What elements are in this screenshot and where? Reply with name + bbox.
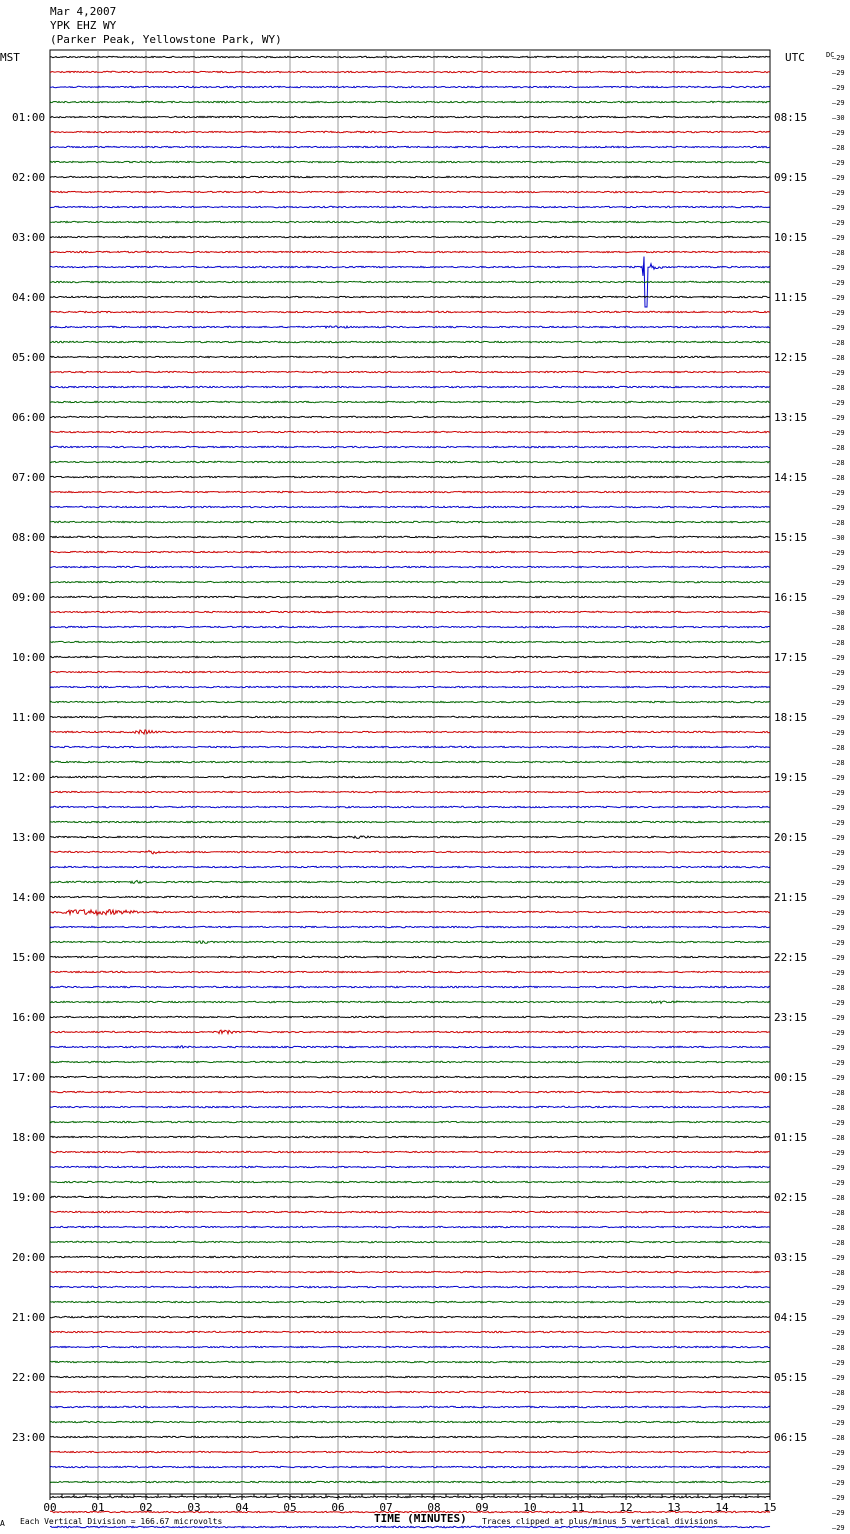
trace-row-35 — [50, 581, 770, 582]
mst-hour-label: 14:00 — [12, 891, 46, 904]
dc-offset-label: –30 — [832, 114, 845, 122]
trace-row-56 — [50, 896, 770, 897]
dc-offset-label: –29 — [832, 579, 845, 587]
mst-hour-label: 17:00 — [12, 1071, 46, 1084]
mst-hour-label: 03:00 — [12, 231, 46, 244]
utc-hour-label: 03:15 — [774, 1251, 808, 1264]
x-tick-label: 02 — [139, 1501, 153, 1514]
utc-hour-label: 15:15 — [774, 531, 808, 544]
dc-offset-label: –29 — [832, 294, 845, 302]
dc-offset-label: –29 — [832, 324, 845, 332]
dc-offset-label: –29 — [832, 999, 845, 1007]
trace-row-95 — [50, 1481, 770, 1482]
trace-row-36 — [50, 596, 770, 597]
dc-offset-label: –28 — [832, 1269, 845, 1277]
dc-offset-label: –28 — [832, 1344, 845, 1352]
trace-row-22 — [50, 386, 770, 387]
dc-offset-label: –29 — [832, 939, 845, 947]
utc-hour-label: 08:15 — [774, 111, 808, 124]
dc-offset-label: –29 — [832, 699, 845, 707]
trace-row-74 — [50, 1166, 770, 1167]
x-tick-label: 11 — [571, 1501, 585, 1514]
trace-row-8 — [50, 176, 770, 177]
trace-row-64 — [50, 1016, 770, 1017]
x-tick-label: 05 — [283, 1501, 297, 1514]
dc-offset-label: –29 — [832, 504, 845, 512]
utc-hour-label: 10:15 — [774, 231, 808, 244]
utc-hour-label: 01:15 — [774, 1131, 808, 1144]
utc-hour-label: 13:15 — [774, 411, 808, 424]
dc-offset-label: –29 — [832, 1029, 845, 1037]
x-tick-label: 14 — [715, 1501, 729, 1514]
x-tick-label: 07 — [379, 1501, 393, 1514]
dc-offset-label: –29 — [832, 1314, 845, 1322]
utc-hour-label: 14:15 — [774, 471, 808, 484]
dc-offset-label: –29 — [832, 924, 845, 932]
trace-row-39 — [50, 641, 770, 642]
dc-offset-label: –29 — [832, 414, 845, 422]
trace-row-76 — [50, 1196, 770, 1197]
x-tick-label: 08 — [427, 1501, 441, 1514]
dc-offset-label: –29 — [832, 84, 845, 92]
dc-offset-label: –29 — [832, 549, 845, 557]
dc-offset-label: –28 — [832, 1239, 845, 1247]
trace-row-59 — [50, 941, 770, 944]
utc-hour-label: 21:15 — [774, 891, 808, 904]
trace-row-71 — [50, 1121, 770, 1122]
utc-hour-label: 16:15 — [774, 591, 808, 604]
trace-row-83 — [50, 1301, 770, 1302]
dc-offset-label: –29 — [832, 54, 845, 62]
x-tick-label: 12 — [619, 1501, 633, 1514]
dc-offset-label: –28 — [832, 339, 845, 347]
dc-offset-label: –28 — [832, 744, 845, 752]
mst-hour-label: 11:00 — [12, 711, 46, 724]
mst-hour-label: 02:00 — [12, 171, 46, 184]
trace-row-84 — [50, 1316, 770, 1317]
trace-row-29 — [50, 491, 770, 492]
trace-row-91 — [50, 1421, 770, 1422]
x-tick-label: 10 — [523, 1501, 537, 1514]
mst-hour-label: 10:00 — [12, 651, 46, 664]
trace-row-77 — [50, 1211, 770, 1212]
x-tick-label: 09 — [475, 1501, 489, 1514]
trace-row-94 — [50, 1466, 770, 1467]
trace-row-41 — [50, 671, 770, 672]
dc-offset-label: –29 — [832, 489, 845, 497]
dc-offset-label: –28 — [832, 459, 845, 467]
trace-row-90 — [50, 1406, 770, 1407]
mst-hour-label: 06:00 — [12, 411, 46, 424]
dc-offset-label: –28 — [832, 1209, 845, 1217]
trace-row-20 — [50, 356, 770, 357]
mst-hour-label: 20:00 — [12, 1251, 46, 1264]
trace-row-67 — [50, 1061, 770, 1062]
mst-hour-label: 01:00 — [12, 111, 46, 124]
dc-offset-label: –29 — [832, 879, 845, 887]
trace-row-7 — [50, 161, 770, 162]
utc-hour-label: 05:15 — [774, 1371, 808, 1384]
x-axis-label: TIME (MINUTES) — [374, 1512, 467, 1525]
dc-offset-label: –29 — [832, 564, 845, 572]
trace-row-48 — [50, 776, 770, 777]
trace-row-89 — [50, 1391, 770, 1392]
dc-offset-label: –29 — [832, 1494, 845, 1502]
trace-row-79 — [50, 1241, 770, 1242]
station-id: YPK EHZ WY — [50, 19, 117, 32]
utc-hour-label: 09:15 — [774, 171, 808, 184]
dc-offset-label: –28 — [832, 144, 845, 152]
trace-row-73 — [50, 1151, 770, 1152]
mst-hour-label: 12:00 — [12, 771, 46, 784]
trace-row-17 — [50, 311, 770, 312]
dc-offset-label: –29 — [832, 954, 845, 962]
station-date: Mar 4,2007 — [50, 5, 117, 18]
trace-row-16 — [50, 296, 770, 297]
dc-offset-label: –29 — [832, 1374, 845, 1382]
x-tick-label: 13 — [667, 1501, 681, 1514]
dc-offset-label: –28 — [832, 354, 845, 362]
dc-offset-label: –28 — [832, 1434, 845, 1442]
dc-offset-label: –29 — [832, 819, 845, 827]
dc-offset-label: –29 — [832, 1449, 845, 1457]
dc-offset-label: –29 — [832, 654, 845, 662]
trace-row-68 — [50, 1076, 770, 1077]
mst-hour-label: 22:00 — [12, 1371, 46, 1384]
trace-row-60 — [50, 956, 770, 957]
trace-row-4 — [50, 116, 770, 117]
trace-row-19 — [50, 341, 770, 342]
dc-offset-label: –28 — [832, 1194, 845, 1202]
utc-hour-label: 20:15 — [774, 831, 808, 844]
dc-offset-label: –28 — [832, 1134, 845, 1142]
dc-offset-label: –29 — [832, 189, 845, 197]
trace-row-50 — [50, 806, 770, 807]
trace-row-1 — [50, 71, 770, 72]
trace-row-9 — [50, 191, 770, 192]
dc-offset-label: –28 — [832, 384, 845, 392]
dc-offset-label: –29 — [832, 264, 845, 272]
trace-row-70 — [50, 1106, 770, 1107]
trace-row-12 — [50, 236, 770, 237]
dc-offset-label: –28 — [832, 519, 845, 527]
dc-offset-label: –29 — [832, 1179, 845, 1187]
trace-row-11 — [50, 221, 770, 222]
dc-offset-label: –29 — [832, 204, 845, 212]
corner-mark: A — [0, 1519, 5, 1528]
trace-row-28 — [50, 476, 770, 477]
mst-hour-label: 18:00 — [12, 1131, 46, 1144]
dc-offset-label: –28 — [832, 759, 845, 767]
dc-offset-label: –29 — [832, 864, 845, 872]
mst-hour-label: 13:00 — [12, 831, 46, 844]
dc-offset-label: –29 — [832, 1404, 845, 1412]
trace-row-75 — [50, 1181, 770, 1182]
x-tick-label: 04 — [235, 1501, 249, 1514]
dc-offset-label: –29 — [832, 309, 845, 317]
dc-offset-label: –28 — [832, 474, 845, 482]
trace-row-15 — [50, 281, 770, 282]
dc-offset-label: –29 — [832, 594, 845, 602]
mst-hour-label: 05:00 — [12, 351, 46, 364]
trace-row-78 — [50, 1226, 770, 1227]
trace-row-25 — [50, 431, 770, 432]
trace-row-66 — [50, 1046, 770, 1048]
clip-note: Traces clipped at plus/minus 5 vertical divisions — [482, 1517, 719, 1526]
dc-offset-label: –29 — [832, 684, 845, 692]
utc-hour-label: 22:15 — [774, 951, 808, 964]
dc-offset-label: –29 — [832, 1299, 845, 1307]
dc-offset-label: –28 — [832, 249, 845, 257]
dc-offset-label: –28 — [832, 624, 845, 632]
dc-offset-label: –29 — [832, 219, 845, 227]
trace-row-43 — [50, 701, 770, 702]
trace-row-58 — [50, 926, 770, 927]
utc-hour-label: 11:15 — [774, 291, 808, 304]
scale-note: Each Vertical Division = 166.67 microvolts — [20, 1517, 223, 1526]
trace-row-81 — [50, 1271, 770, 1272]
trace-row-61 — [50, 971, 770, 972]
mst-hour-label: 21:00 — [12, 1311, 46, 1324]
utc-hour-label: 19:15 — [774, 771, 808, 784]
trace-row-42 — [50, 686, 770, 687]
dc-offset-label: –29 — [832, 1419, 845, 1427]
trace-row-86 — [50, 1346, 770, 1347]
dc-offset-label: –29 — [832, 1329, 845, 1337]
trace-row-37 — [50, 611, 770, 612]
dc-offset-label: –28 — [832, 1224, 845, 1232]
utc-axis-label: UTC — [785, 51, 805, 64]
dc-offset-label: –29 — [832, 99, 845, 107]
trace-row-2 — [50, 86, 770, 87]
mst-hour-label: 09:00 — [12, 591, 46, 604]
dc-offset-label: –29 — [832, 159, 845, 167]
dc-offset-label: –29 — [832, 1164, 845, 1172]
station-location: (Parker Peak, Yellowstone Park, WY) — [50, 33, 282, 46]
trace-row-93 — [50, 1451, 770, 1452]
dc-offset-label: –29 — [832, 1059, 845, 1067]
trace-row-27 — [50, 461, 770, 462]
trace-row-87 — [50, 1361, 770, 1362]
dc-offset-label: –29 — [832, 174, 845, 182]
trace-row-0 — [50, 56, 770, 57]
trace-row-23 — [50, 401, 770, 402]
dc-offset-label: –29 — [832, 894, 845, 902]
dc-offset-label: –29 — [832, 1014, 845, 1022]
trace-row-40 — [50, 656, 770, 657]
trace-row-18 — [50, 326, 770, 328]
trace-row-57 — [50, 910, 770, 915]
trace-row-52 — [50, 836, 770, 839]
trace-row-13 — [50, 251, 770, 252]
x-tick-label: 00 — [43, 1501, 57, 1514]
dc-offset-label: –29 — [832, 399, 845, 407]
trace-row-24 — [50, 416, 770, 417]
dc-offset-label: –29 — [832, 714, 845, 722]
dc-offset-label: –29 — [832, 804, 845, 812]
trace-row-69 — [50, 1091, 770, 1092]
utc-hour-label: 06:15 — [774, 1431, 808, 1444]
trace-row-26 — [50, 446, 770, 447]
dc-offset-label: –28 — [832, 1089, 845, 1097]
trace-row-92 — [50, 1436, 770, 1437]
mst-hour-label: 23:00 — [12, 1431, 46, 1444]
dc-offset-label: –29 — [832, 279, 845, 287]
utc-hour-label: 00:15 — [774, 1071, 808, 1084]
dc-offset-label: –29 — [832, 834, 845, 842]
dc-offset-label: –29 — [832, 774, 845, 782]
dc-offset-label: –28 — [832, 1389, 845, 1397]
dc-offset-label: –28 — [832, 984, 845, 992]
trace-row-47 — [50, 761, 770, 762]
dc-offset-label: –29 — [832, 669, 845, 677]
trace-row-3 — [50, 101, 770, 102]
dc-offset-label: –29 — [832, 234, 845, 242]
trace-row-85 — [50, 1331, 770, 1332]
dc-offset-label: –29 — [832, 429, 845, 437]
dc-offset-label: –29 — [832, 1044, 845, 1052]
dc-offset-label: –29 — [832, 729, 845, 737]
trace-row-10 — [50, 206, 770, 207]
trace-row-38 — [50, 626, 770, 627]
dc-offset-label: –28 — [832, 444, 845, 452]
dc-offset-label: –28 — [832, 1104, 845, 1112]
dc-offset-label: –30 — [832, 534, 845, 542]
trace-row-33 — [50, 551, 770, 552]
mst-hour-label: 16:00 — [12, 1011, 46, 1024]
x-tick-label: 06 — [331, 1501, 345, 1514]
trace-row-55 — [50, 881, 770, 884]
mst-hour-label: 04:00 — [12, 291, 46, 304]
dc-offset-label: –30 — [832, 609, 845, 617]
trace-row-34 — [50, 566, 770, 567]
utc-hour-label: 18:15 — [774, 711, 808, 724]
trace-row-46 — [50, 746, 770, 747]
x-tick-label: 01 — [91, 1501, 105, 1514]
dc-offset-label: –29 — [832, 1119, 845, 1127]
dc-offset-label: –29 — [832, 1509, 845, 1517]
trace-row-32 — [50, 536, 770, 537]
dc-offset-label: –29 — [832, 69, 845, 77]
x-tick-label: 15 — [763, 1501, 777, 1514]
trace-row-31 — [50, 521, 770, 522]
dc-offset-label: –28 — [832, 639, 845, 647]
dc-offset-label: –29 — [832, 1074, 845, 1082]
mst-hour-label: 19:00 — [12, 1191, 46, 1204]
trace-row-45 — [50, 730, 770, 734]
trace-row-30 — [50, 506, 770, 507]
dc-offset-label: –29 — [832, 369, 845, 377]
mst-hour-label: 08:00 — [12, 531, 46, 544]
utc-hour-label: 17:15 — [774, 651, 808, 664]
dc-offset-label: –29 — [832, 1254, 845, 1262]
dc-offset-label: –29 — [832, 969, 845, 977]
trace-row-80 — [50, 1256, 770, 1257]
trace-row-44 — [50, 716, 770, 717]
utc-hour-label: 12:15 — [774, 351, 808, 364]
dc-offset-label: –29 — [832, 1524, 845, 1532]
dc-offset-label: –29 — [832, 1464, 845, 1472]
trace-row-6 — [50, 146, 770, 147]
trace-row-54 — [50, 866, 770, 867]
dc-offset-label: –29 — [832, 1359, 845, 1367]
trace-row-88 — [50, 1376, 770, 1377]
dc-offset-label: –29 — [832, 909, 845, 917]
dc-offset-label: –29 — [832, 1149, 845, 1157]
dc-offset-label: –29 — [832, 849, 845, 857]
dc-offset-label: –29 — [832, 789, 845, 797]
trace-row-51 — [50, 821, 770, 822]
trace-row-5 — [50, 131, 770, 132]
trace-row-72 — [50, 1136, 770, 1137]
dc-offset-label: –29 — [832, 1479, 845, 1487]
trace-row-53 — [50, 851, 770, 854]
x-tick-label: 03 — [187, 1501, 201, 1514]
dc-offset-label: –29 — [832, 1284, 845, 1292]
trace-row-63 — [50, 1001, 770, 1004]
mst-axis-label: MST — [0, 51, 20, 64]
dc-column-label: DC — [826, 51, 835, 59]
mst-hour-label: 15:00 — [12, 951, 46, 964]
dc-offset-label: –29 — [832, 129, 845, 137]
utc-hour-label: 23:15 — [774, 1011, 808, 1024]
trace-row-62 — [50, 986, 770, 987]
utc-hour-label: 04:15 — [774, 1311, 808, 1324]
utc-hour-label: 02:15 — [774, 1191, 808, 1204]
trace-row-49 — [50, 791, 770, 792]
trace-row-82 — [50, 1286, 770, 1287]
trace-row-21 — [50, 371, 770, 372]
trace-row-65 — [50, 1030, 770, 1034]
mst-hour-label: 07:00 — [12, 471, 46, 484]
trace-row-98 — [50, 1526, 770, 1527]
